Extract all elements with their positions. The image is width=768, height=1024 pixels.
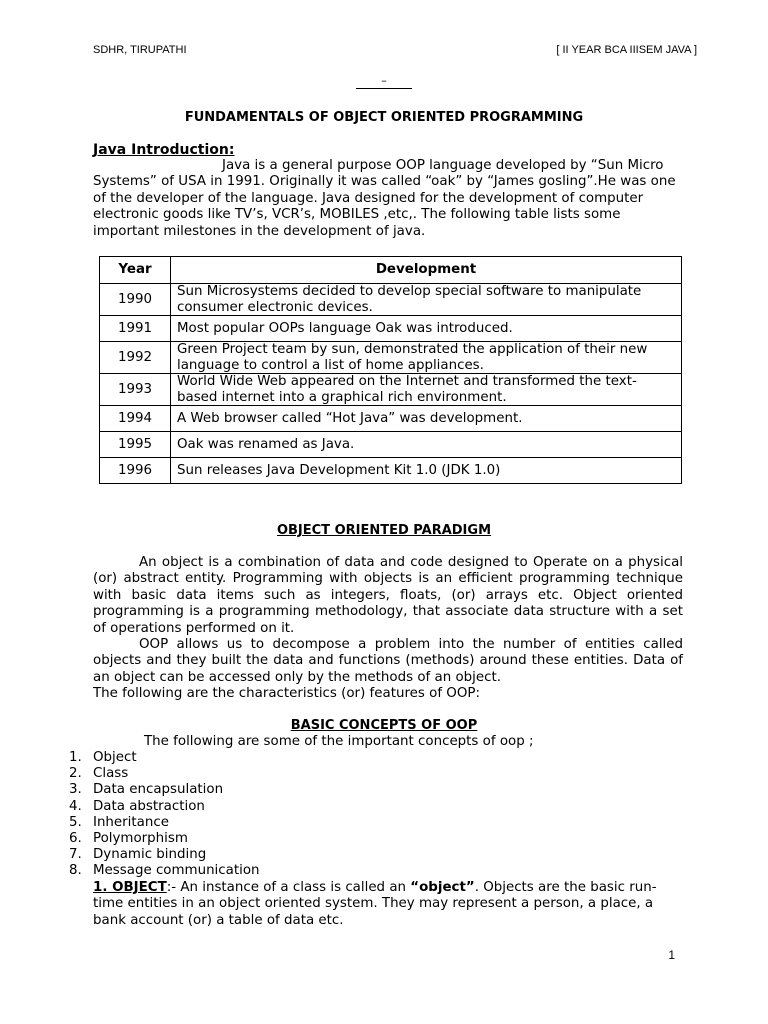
object-definition <box>93 880 683 929</box>
list-item-label: Class <box>93 766 129 782</box>
table-row <box>100 284 682 316</box>
list-item-number: 2. <box>69 766 82 782</box>
list-item <box>69 766 260 782</box>
concepts-heading: BASIC CONCEPTS OF OOP <box>290 718 478 733</box>
concepts-intro: The following are some of the important concepts of oop ; <box>144 734 534 749</box>
milestones-table <box>99 256 682 484</box>
page-number: 1 <box>668 948 675 962</box>
page-title: FUNDAMENTALS OF OBJECT ORIENTED PROGRAMMING <box>184 110 584 125</box>
table-cell-text: Sun Microsystems decided to develop special software to manipulate consumer electronic devices. <box>171 284 682 316</box>
table-row <box>100 458 682 484</box>
list-item-label: Inheritance <box>93 814 169 830</box>
table-row <box>100 342 682 374</box>
concepts-list <box>69 750 260 880</box>
list-item <box>69 831 260 847</box>
table-cell-text: Green Project team by sun, demonstrated the application of their new language to control a list of home appliances. <box>171 342 682 374</box>
table-cell-year: 1992 <box>100 342 171 374</box>
paradigm-paragraph-1 <box>93 555 683 637</box>
intro-text-lead: Java is a general purpose OOP language developed by “Sun <box>222 158 624 173</box>
paradigm-p1-text: An object is a combination of data and code designed to Operate on a physical (or) abstract entity. Programming with objects is an efficient programming technique with basic data items such as integers, floats, (or) arrays etc. Object oriented programming is a programming methodology, that associate data structure with a set of operations performed on it. <box>93 555 683 636</box>
paradigm-p2-text: OOP allows us to decompose a problem into the number of entities called objects and they built the data and functions (methods) around these entities. Data of an object can be accessed only by the methods of an object. <box>93 637 683 685</box>
paradigm-paragraph-3: The following are the characteristics (or) features of OOP: <box>93 686 480 701</box>
object-post-text: . Objects are the basic run-time entities in an object oriented system. They may represent a person, a place, a bank account (or) a table of data etc. <box>93 880 657 928</box>
table-cell-text: Sun releases Java Development Kit 1.0 (JDK 1.0) <box>171 458 682 484</box>
table-row <box>100 316 682 342</box>
table-cell-text: World Wide Web appeared on the Internet and transformed the text-based internet into a graphical rich environment. <box>171 374 682 406</box>
list-item-number: 5. <box>69 814 82 830</box>
table-cell-year: 1994 <box>100 406 171 432</box>
table-cell-year: 1996 <box>100 458 171 484</box>
table-header-development: Development <box>171 257 682 284</box>
object-pre-text: :- An instance of a class is called an <box>166 880 411 895</box>
table-cell-text: A Web browser called “Hot Java” was development. <box>171 406 682 432</box>
list-item <box>69 750 260 766</box>
table-row <box>100 432 682 458</box>
list-item-number: 1. <box>69 750 82 765</box>
list-item-label: Polymorphism <box>93 831 188 847</box>
table-cell-year: 1990 <box>100 284 171 316</box>
table-header-year: Year <box>100 257 171 284</box>
paradigm-paragraph-2 <box>93 637 683 686</box>
table-cell-year: 1995 <box>100 432 171 458</box>
list-item <box>69 847 260 863</box>
underline-dash: – <box>356 74 412 89</box>
header-left: SDHR, TIRUPATHI <box>93 44 187 56</box>
list-item-label: Message communication <box>93 863 260 879</box>
table-cell-year: 1991 <box>100 316 171 342</box>
object-term: “object” <box>410 880 475 895</box>
list-item-number: 8. <box>69 863 82 879</box>
table-row <box>100 374 682 406</box>
list-item-label: Dynamic binding <box>93 847 207 863</box>
object-label: 1. OBJECT <box>93 880 167 895</box>
list-item <box>69 798 260 815</box>
table-cell-text: Oak was renamed as Java. <box>171 432 682 458</box>
intro-paragraph <box>93 158 683 240</box>
table-row <box>100 406 682 432</box>
list-item-label: Data abstraction <box>93 798 205 814</box>
intro-heading: Java Introduction: <box>93 142 235 158</box>
list-item <box>69 814 260 831</box>
list-item <box>69 782 260 798</box>
table-cell-year: 1993 <box>100 374 171 406</box>
table-cell-text: Most popular OOPs language Oak was introduced. <box>171 316 682 342</box>
header-right: [ II YEAR BCA IIISEM JAVA ] <box>556 44 697 56</box>
paradigm-heading: OBJECT ORIENTED PARADIGM <box>276 523 492 538</box>
list-item-number: 3. <box>69 782 82 798</box>
list-item <box>69 863 260 879</box>
list-item-number: 6. <box>69 831 82 847</box>
intro-text-rest: Micro Systems” of USA in 1991. Originally it was called “oak” by “James gosling”.He was one of the developer of the language. Java designed for the development of computer electronic goods like TV’s, VCR’s, MOBILES ,etc,. The following table lists some important milestones in the development of java. <box>93 158 676 239</box>
list-item-label: Object <box>93 750 137 765</box>
list-item-number: 7. <box>69 847 82 863</box>
list-item-number: 4. <box>69 798 82 814</box>
list-item-label: Data encapsulation <box>93 782 224 798</box>
